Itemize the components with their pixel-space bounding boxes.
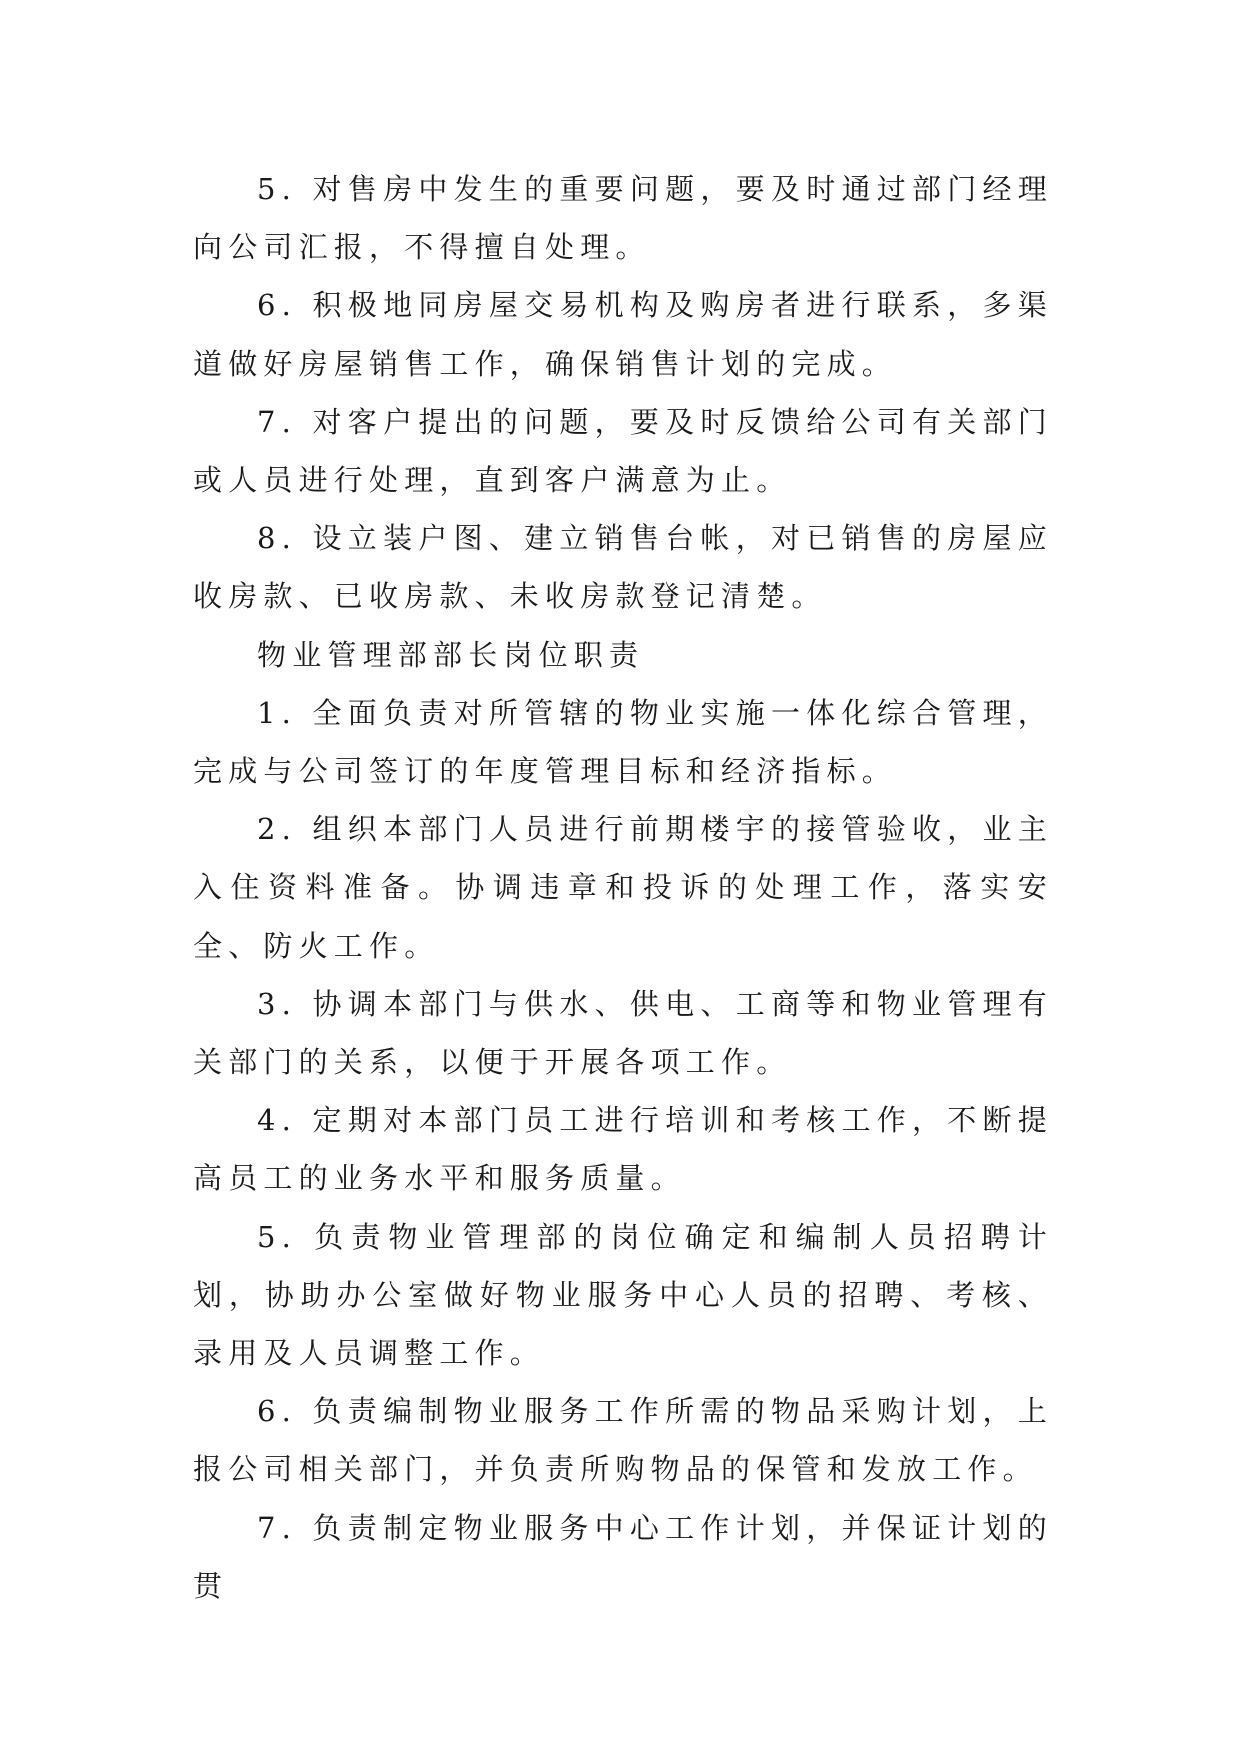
paragraph-sales-item-8: 8. 设立装户图、建立销售台帐，对已销售的房屋应收房款、已收房款、未收房款登记清楚。	[193, 521, 1053, 614]
paragraph-duty-item-3: 3. 协调本部门与供水、供电、工商等和物业管理有关部门的关系，以便于开展各项工作。	[193, 986, 1053, 1080]
paragraph-duty-item-7: 7. 负责制定物业服务中心工作计划，并保证计划的贯	[193, 1510, 1053, 1603]
paragraph-duty-item-1: 1. 全面负责对所管辖的物业实施一体化综合管理，完成与公司签订的年度管理目标和经济指标。	[193, 695, 1053, 789]
section-heading: 物业管理部部长岗位职责	[257, 637, 645, 672]
paragraph-duty-item-6: 6. 负责编制物业服务工作所需的物品采购计划，上报公司相关部门，并负责所购物品的保管和发放工作。	[193, 1394, 1053, 1487]
paragraph-duty-item-2: 2. 组织本部门人员进行前期楼宇的接管验收，业主入住资料准备。协调违章和投诉的处理工作，落实安全、防火工作。	[193, 812, 1053, 963]
paragraph-sales-item-6: 6. 积极地同房屋交易机构及购房者进行联系，多渠道做好房屋销售工作，确保销售计划的完成。	[193, 288, 1053, 381]
paragraph-sales-item-5: 5. 对售房中发生的重要问题，要及时通过部门经理向公司汇报，不得擅自处理。	[193, 172, 1053, 265]
document-body	[193, 160, 1053, 1615]
paragraph-duty-item-4: 4. 定期对本部门员工进行培训和考核工作，不断提高员工的业务水平和服务质量。	[193, 1103, 1053, 1196]
paragraph-duty-item-5: 5. 负责物业管理部的岗位确定和编制人员招聘计划，协助办公室做好物业服务中心人员的招聘、考核、录用及人员调整工作。	[193, 1219, 1053, 1371]
paragraph-sales-item-7: 7. 对客户提出的问题，要及时反馈给公司有关部门或人员进行处理，直到客户满意为止。	[193, 404, 1053, 498]
